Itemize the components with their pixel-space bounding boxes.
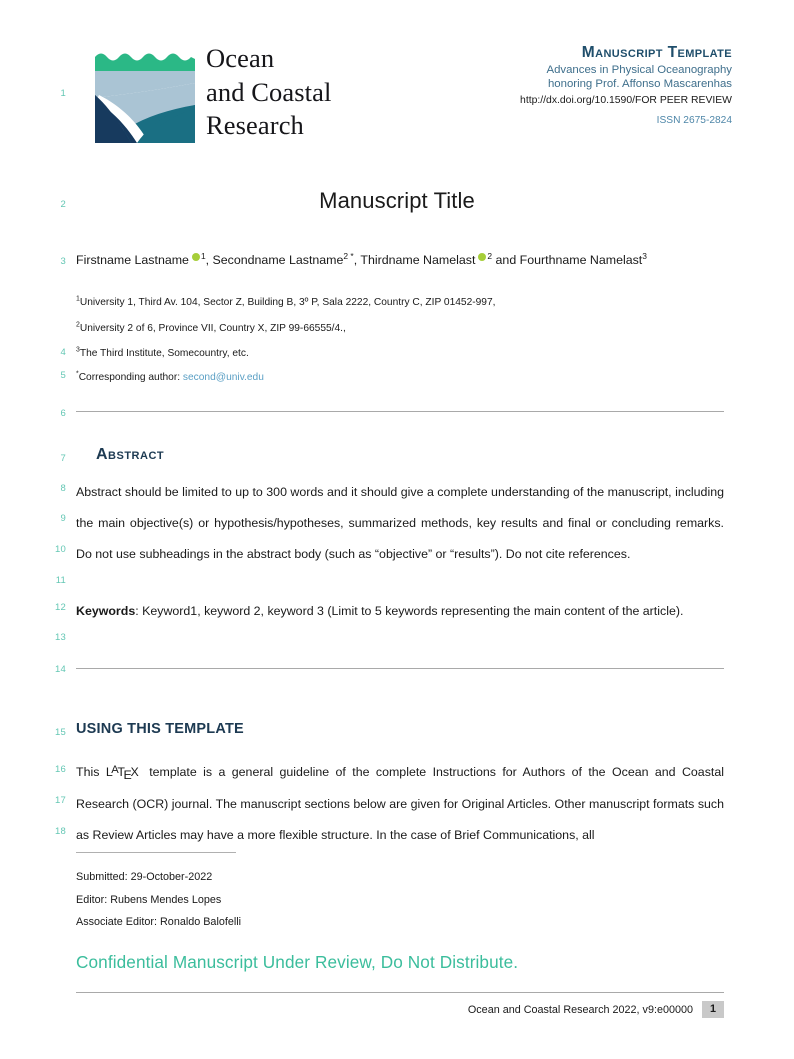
abstract-body: Abstract should be limited to up to 300 words and it should give a complete understanding of the manuscript, including the main objective(s) or hypothesis/hypotheses, summarized methods, key results and final or concluding remarks. Do not use subheadings in the abstract body (such as “objective” or “results”). Do not cite references. bbox=[76, 485, 724, 561]
affiliation-marker: 3 bbox=[76, 346, 80, 354]
line-number: 11 bbox=[55, 575, 66, 586]
keywords-paragraph bbox=[76, 596, 724, 627]
latex-a: A bbox=[111, 763, 119, 776]
author-affil-marker-2: 2 * bbox=[343, 250, 354, 261]
author-affil-marker-4: 3 bbox=[642, 250, 647, 261]
line-number: 1 bbox=[60, 88, 66, 99]
logo-line-2: and Coastal bbox=[206, 76, 332, 107]
header-subtitle-line-1: Advances in Physical Oceanography bbox=[546, 64, 732, 76]
line-number: 4 bbox=[60, 347, 66, 358]
line-number: 5 bbox=[60, 370, 66, 381]
footnote-editor: Editor: Rubens Mendes Lopes bbox=[76, 893, 222, 906]
paragraph-text-before-latex: This bbox=[76, 765, 106, 779]
author-separator-2: , bbox=[353, 253, 361, 267]
line-number: 18 bbox=[55, 826, 66, 837]
line-number: 16 bbox=[55, 764, 66, 775]
author-list bbox=[76, 252, 726, 269]
corresponding-email-link[interactable]: second@univ.edu bbox=[182, 372, 264, 383]
logo-line-3: Research bbox=[206, 110, 304, 140]
author-separator-1: , bbox=[205, 253, 213, 267]
line-number: 10 bbox=[55, 544, 66, 555]
corresponding-label: Corresponding author: bbox=[78, 372, 183, 383]
header-doi-link[interactable]: http://dx.doi.org/10.1590/FOR PEER REVIEW bbox=[520, 95, 732, 106]
page-footer bbox=[468, 1001, 724, 1018]
paragraph-text-after-latex: template is a general guideline of the complete Instructions for Authors of the Ocean and Coastal Research (OCR) journal. The manuscript sections below are given for Original Articles. Other manuscript formats such as Review Articles may have a more flexible structure. In the case of Brief Communications, all bbox=[76, 765, 724, 842]
orcid-icon[interactable] bbox=[478, 253, 486, 261]
journal-header bbox=[0, 36, 794, 156]
latex-x: X bbox=[130, 765, 139, 779]
footnote-block bbox=[76, 866, 476, 934]
author-name-4: Fourthname Namelast bbox=[519, 253, 643, 267]
orcid-icon[interactable] bbox=[192, 253, 200, 261]
header-subtitle-line-2: honoring Prof. Affonso Mascarenhas bbox=[547, 77, 732, 90]
latex-logo bbox=[105, 763, 143, 783]
footnote-associate-editor: Associate Editor: Ronaldo Balofelli bbox=[76, 916, 242, 928]
header-manuscript-template-title: Manuscript Template bbox=[581, 44, 732, 61]
affiliation-text: The Third Institute, Somecountry, etc. bbox=[79, 348, 249, 359]
line-number: 12 bbox=[55, 602, 66, 613]
latex-e: E bbox=[123, 768, 132, 783]
line-number: 13 bbox=[55, 632, 66, 643]
author-affil-marker-1: 1 bbox=[200, 250, 206, 261]
line-number: 2 bbox=[60, 199, 66, 210]
author-separator-3: and bbox=[492, 253, 520, 267]
affiliation-item bbox=[76, 347, 736, 360]
page-footer-rule bbox=[76, 992, 724, 993]
line-number: 17 bbox=[55, 795, 66, 806]
page-title: Manuscript Title bbox=[319, 188, 475, 213]
line-number: 14 bbox=[55, 664, 66, 675]
section-body-paragraph bbox=[76, 757, 724, 850]
header-meta-block bbox=[402, 44, 732, 127]
author-name-1: Firstname Lastname bbox=[76, 253, 189, 267]
page-footer-citation: Ocean and Coastal Research 2022, v9:e00000 bbox=[467, 1003, 693, 1016]
footnote-submitted: Submitted: 29-October-2022 bbox=[76, 871, 213, 883]
corresponding-author-line bbox=[76, 371, 736, 384]
page-number-badge: 1 bbox=[702, 1001, 724, 1018]
ocean-logo-icon bbox=[93, 45, 199, 149]
corresponding-marker: * bbox=[76, 370, 79, 378]
affiliation-item bbox=[76, 322, 736, 335]
journal-logo bbox=[93, 45, 199, 149]
affiliation-marker: 2 bbox=[76, 321, 80, 329]
footnote-divider-rule bbox=[76, 852, 236, 853]
line-number: 9 bbox=[60, 513, 66, 524]
author-affil-marker-3: 2 bbox=[487, 250, 493, 261]
latex-t: T bbox=[117, 765, 125, 779]
latex-l: L bbox=[105, 765, 113, 779]
abstract-heading: Abstract bbox=[96, 446, 165, 463]
section-heading-using-this-template: USING THIS TEMPLATE bbox=[76, 721, 244, 737]
line-number: 7 bbox=[60, 453, 66, 464]
line-number: 3 bbox=[60, 256, 66, 267]
section-divider-rule bbox=[76, 668, 724, 669]
affiliation-item bbox=[76, 296, 736, 309]
affiliation-marker: 1 bbox=[76, 295, 80, 303]
line-number: 8 bbox=[60, 483, 66, 494]
affiliation-block bbox=[76, 296, 736, 397]
author-name-2: Secondname Lastname bbox=[212, 253, 344, 267]
logo-line-1: Ocean bbox=[206, 43, 275, 73]
confidential-notice: Confidential Manuscript Under Review, Do Not Distribute. bbox=[76, 952, 519, 972]
keywords-text: : Keyword1, keyword 2, keyword 3 (Limit to 5 keywords representing the main content of the article). bbox=[135, 604, 684, 618]
line-number: 6 bbox=[60, 408, 66, 419]
line-number: 15 bbox=[55, 727, 66, 738]
keywords-label: Keywords bbox=[76, 604, 136, 618]
header-issn: ISSN 2675-2824 bbox=[656, 115, 732, 126]
affiliation-text: University 1, Third Av. 104, Sector Z, Building B, 3º P, Sala 2222, Country C, ZIP 01452-997, bbox=[79, 297, 496, 308]
journal-logo-wordmark bbox=[206, 42, 331, 143]
section-divider-rule bbox=[76, 411, 724, 412]
author-name-3: Thirdname Namelast bbox=[360, 253, 476, 267]
affiliation-text: University 2 of 6, Province VII, Country X, ZIP 99-66555/4., bbox=[79, 322, 346, 334]
